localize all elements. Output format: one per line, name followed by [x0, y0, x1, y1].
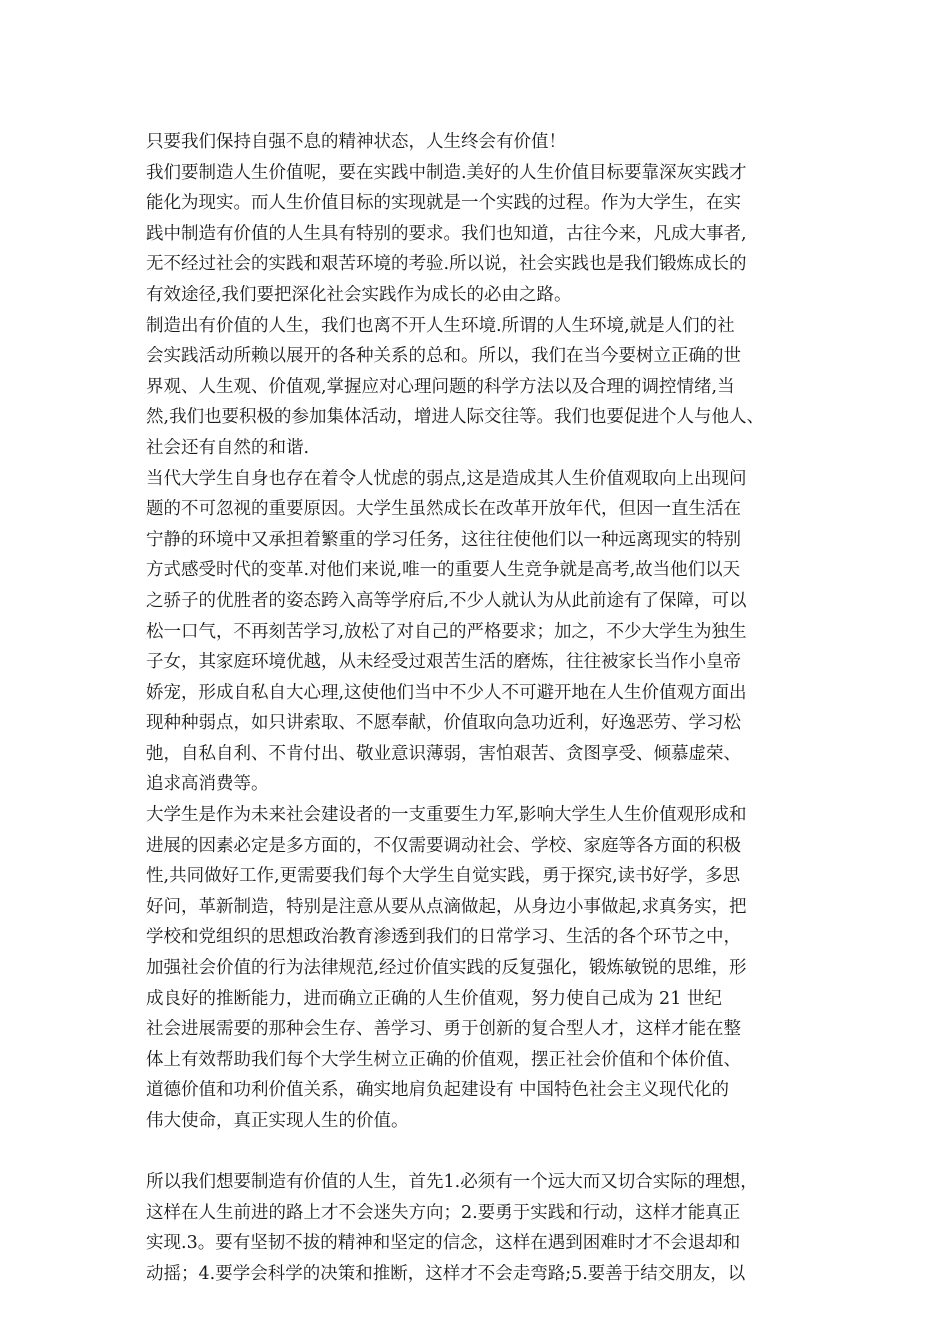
text-line: 性,共同做好工作,更需要我们每个大学生自觉实践，勇于探究,读书好学，多思	[146, 866, 741, 887]
text-line: 动摇；4.要学会科学的决策和推断，这样才不会走弯路;5.要善于结交朋友，以	[146, 1263, 746, 1284]
text-line: 加强社会价值的行为法律规范,经过价值实践的反复强化，锻炼敏锐的思维，形	[146, 958, 747, 979]
document-body	[146, 127, 826, 1290]
text-line: 当代大学生自身也存在着令人忧虑的弱点,这是造成其人生价值观取向上出现问	[146, 468, 747, 489]
text-line: 制造出有价值的人生，我们也离不开人生环境.所谓的人生环境,就是人们的社	[146, 315, 735, 336]
text-line: 有效途径,我们要把深化社会实践作为成长的必由之路。	[146, 284, 572, 305]
text-line: 践中制造有价值的人生具有特别的要求。我们也知道，古往今来，凡成大事者,	[146, 223, 747, 244]
text-line: 会实践活动所赖以展开的各种关系的总和。所以，我们在当今要树立正确的世	[146, 346, 741, 367]
text-line: 之骄子的优胜者的姿态跨入高等学府后,不少人就认为从此前途有了保障，可以	[146, 590, 747, 611]
text-line: 进展的因素必定是多方面的，不仅需要调动社会、学校、家庭等各方面的积极	[146, 835, 741, 856]
text-line: 松一口气，不再刻苦学习,放松了对自己的严格要求；加之，不少大学生为独生	[146, 621, 747, 642]
text-line: 然,我们也要积极的参加集体活动，增进人际交往等。我们也要促进个人与他人、	[146, 407, 765, 428]
text-line: 伟大使命，真正实现人生的价值。	[146, 1111, 409, 1131]
paragraph-gap	[146, 1137, 826, 1168]
text-line: 学校和党组织的思想政治教育渗透到我们的日常学习、生活的各个环节之中，	[146, 927, 741, 948]
text-line: 题的不可忽视的重要原因。大学生虽然成长在改革开放年代，但因一直生活在	[146, 499, 741, 520]
text-line: 方式感受时代的变革.对他们来说,唯一的重要人生竞争就是高考,故当他们以天	[146, 560, 741, 581]
text-line: 成良好的推断能力，进而确立正确的人生价值观，努力使自己成为 21 世纪	[146, 988, 722, 1009]
text-line: 实现.3。要有坚韧不拔的精神和坚定的信念，这样在遇到困难时才不会退却和	[146, 1233, 741, 1254]
text-line: 所以我们想要制造有价值的人生，首先1.必须有一个远大而又切合实际的理想，	[146, 1172, 758, 1193]
text-line: 弛，自私自利、不肯付出、敬业意识薄弱，害怕艰苦、贪图享受、倾慕虚荣、	[146, 743, 741, 764]
text-line: 现种种弱点，如只讲索取、不愿奉献，价值取向急功近利，好逸恶劳、学习松	[146, 713, 741, 734]
text-line: 子女，其家庭环境优越，从未经受过艰苦生活的磨炼，往往被家长当作小皇帝	[146, 652, 741, 673]
text-line: 这样在人生前进的路上才不会迷失方向；2.要勇于实践和行动，这样才能真正	[146, 1202, 741, 1223]
text-line: 大学生是作为未来社会建设者的一支重要生力军,影响大学生人生价值观形成和	[146, 805, 747, 826]
text-line: 社会还有自然的和谐.	[146, 437, 310, 458]
text-line: 社会进展需要的那种会生存、善学习、勇于创新的复合型人才，这样才能在整	[146, 1019, 741, 1040]
text-line: 娇宠，形成自私自大心理,这使他们当中不少人不可避开地在人生价值观方面出	[146, 682, 747, 703]
text-line: 追求高消费等。	[146, 774, 269, 795]
text-line: 道德价值和功利价值关系，确实地肩负起建设有 中国特色社会主义现代化的	[146, 1080, 730, 1101]
text-line: 只要我们保持自强不息的精神状态，人生终会有价值！	[146, 132, 566, 152]
text-line: 好问，革新制造，特别是注意从要从点滴做起，从身边小事做起,求真务实，把	[146, 896, 747, 917]
text-line: 我们要制造人生价值呢，要在实践中制造.美好的人生价值目标要靠深灰实践才	[146, 162, 747, 183]
text-line: 无不经过社会的实践和艰苦环境的考验.所以说，社会实践也是我们锻炼成长的	[146, 254, 747, 275]
text-line: 体上有效帮助我们每个大学生树立正确的价值观，摆正社会价值和个体价值、	[146, 1049, 741, 1070]
text-line: 能化为现实。而人生价值目标的实现就是一个实践的过程。作为大学生，在实	[146, 193, 741, 214]
text-line: 宁静的环境中又承担着繁重的学习任务，这往往使他们以一种远离现实的特别	[146, 529, 741, 550]
text-line: 界观、人生观、价值观,掌握应对心理问题的科学方法以及合理的调控情绪,当	[146, 376, 735, 397]
